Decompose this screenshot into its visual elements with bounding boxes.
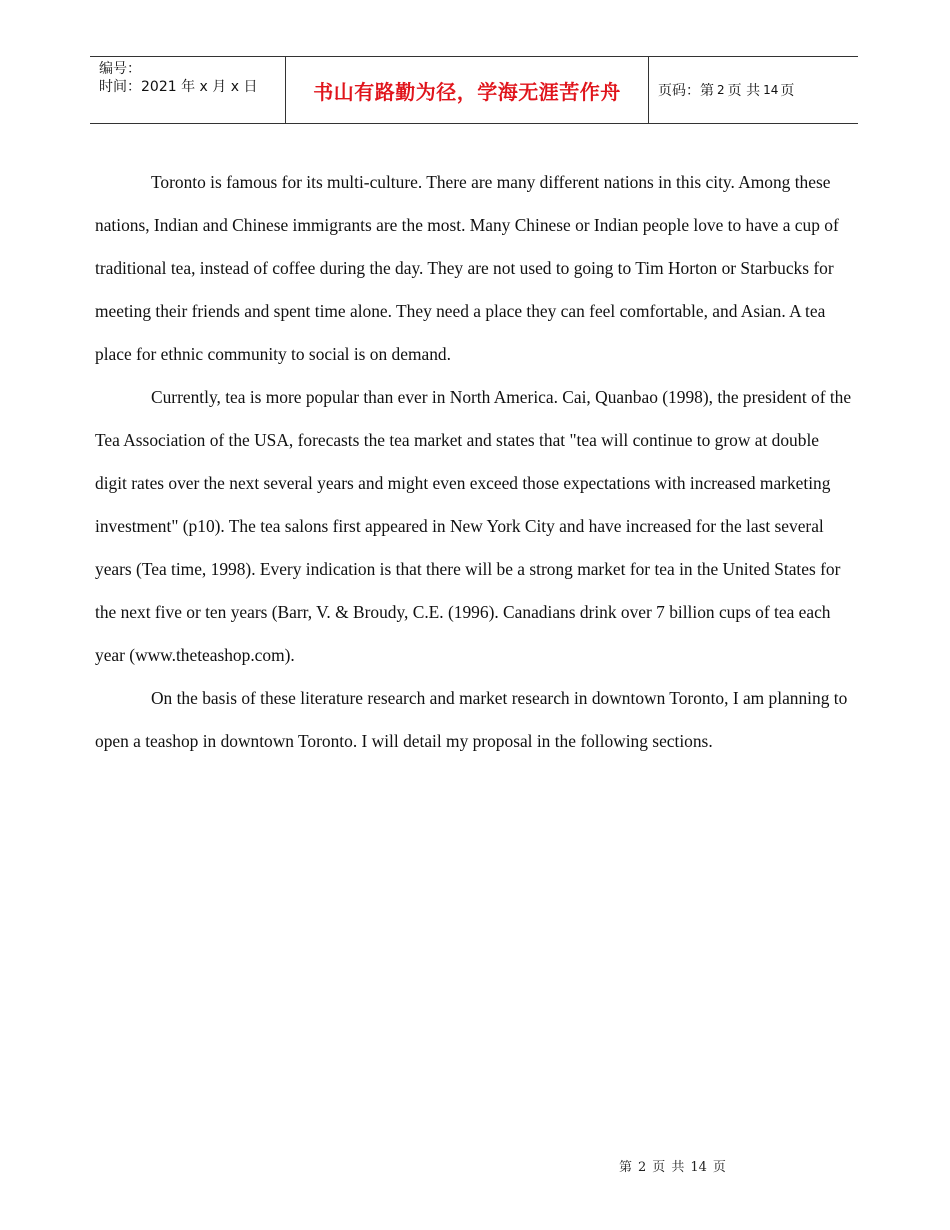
page-mid: 页 共 — [727, 83, 761, 99]
time-month-char: 月 — [212, 79, 227, 95]
page-end: 页 — [780, 83, 795, 99]
page-footer — [619, 1156, 732, 1175]
page-header — [90, 56, 858, 124]
time-day-char: 日 — [243, 79, 258, 95]
footer-di: 第 — [619, 1160, 633, 1175]
page-label: 页码：第 — [658, 83, 714, 99]
header-meta — [90, 57, 286, 123]
time-day: x — [230, 79, 240, 95]
time-month: x — [199, 79, 208, 95]
footer-current: 2 — [638, 1160, 647, 1175]
paragraph: Toronto is famous for its multi-culture. There are many different nations in this city. Among these nations, Indian and Chinese immigrants are the most. Many Chinese or Indian people love to have a cup of traditional tea, instead of coffee during the day. They are not used to going to Tim Horton or Starbucks for meeting their friends and spent time alone. They need a place they can feel comfortable, and Asian. A tea place for ethnic community to social is on demand. — [95, 172, 839, 364]
footer-total: 14 — [690, 1160, 707, 1175]
footer-ye: 页 — [652, 1160, 666, 1175]
time-label: 时间： — [99, 79, 141, 95]
document-number-label: 编号： — [99, 61, 141, 77]
footer-ye-end: 页 — [712, 1160, 726, 1175]
page-total: 14 — [763, 83, 779, 97]
paragraph: On the basis of these literature research and market research in downtown Toronto, I am planning to open a teashop in downtown Toronto. I will detail my proposal in the following sections. — [95, 688, 848, 751]
time-year-char: 年 — [181, 79, 196, 95]
document-body — [95, 161, 855, 763]
footer-gong: 共 — [671, 1160, 685, 1175]
time-year: 2021 — [141, 79, 177, 95]
header-page-info — [649, 57, 858, 123]
page-current: 2 — [717, 83, 725, 97]
header-motto: 书山有路勤为径，学海无涯苦作舟 — [313, 79, 621, 104]
paragraph: Currently, tea is more popular than ever in North America. Cai, Quanbao (1998), the president of the Tea Association of the USA, forecasts the tea market and states that "tea will continue to grow at double digit rates over the next several years and might even exceed those expectations with increased marketing investment" (p10). The tea salons first appeared in New York City and have increased for the last several years (Tea time, 1998). Every indication is that there will be a strong market for tea in the United States for the next five or ten years (Barr, V. & Broudy, C.E. (1996). Canadians drink over 7 billion cups of tea each year (www.theteashop.com). — [95, 387, 852, 665]
header-motto-cell — [286, 57, 649, 123]
document-time — [99, 78, 285, 96]
